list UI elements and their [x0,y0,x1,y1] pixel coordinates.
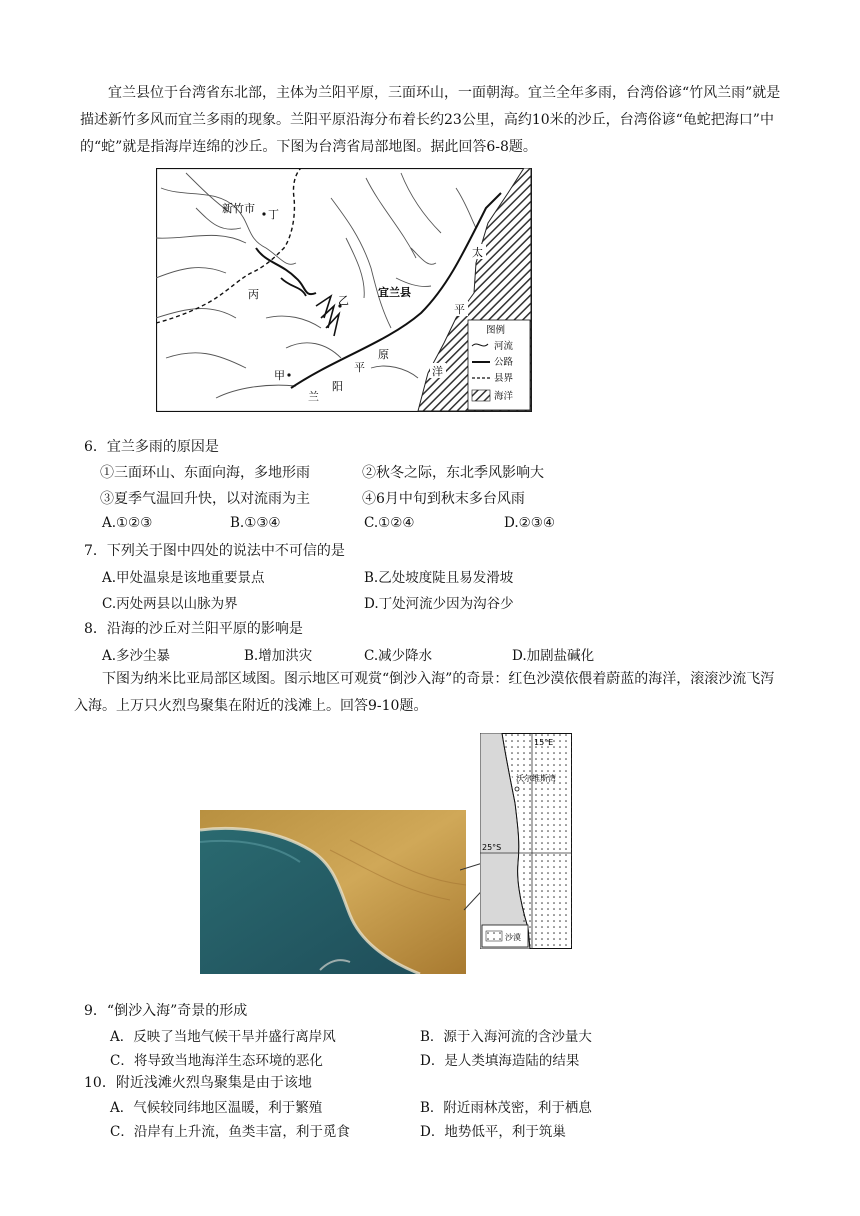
legend-river: 河流 [494,341,514,352]
q10-option-b[interactable]: B．附近雨林茂密，利于栖息 [420,1100,592,1116]
q9-option-c[interactable]: C．将导致当地海洋生态环境的恶化 [110,1053,323,1069]
q6-statement-2: ②秋冬之际，东北季风影响大 [362,465,544,481]
label-lan: 兰 [308,390,319,403]
label-yi: 乙 [338,294,349,307]
q6-option-d[interactable]: D.②③④ [504,515,555,531]
q6-stem: 6．宜兰多雨的原因是 [84,439,219,455]
q8-option-b[interactable]: B.增加洪灾 [244,648,313,664]
q9-stem: 9．“倒沙入海”奇景的形成 [84,1003,248,1019]
q7-option-c[interactable]: C.丙处两县以山脉为界 [102,596,238,612]
label-bing: 丙 [248,288,259,301]
label-ping-ocean: 平 [454,303,465,316]
intro-paragraph-2: 下图为纳米比亚局部区域图。图示地区可观赏“倒沙入海”的奇景：红色沙漠依偎着蔚蓝的海洋，滚滚沙流飞泻入海。上万只火烈鸟聚集在附近的浅滩上。回答9-10题。 [74,671,775,714]
legend-road: 公路 [494,357,514,368]
q7-option-b[interactable]: B.乙处坡度陡且易发滑坡 [364,570,514,586]
q6-option-c[interactable]: C.①②④ [364,515,415,531]
label-lat: 25°S [482,843,502,852]
label-lon: 15°E [534,738,554,747]
q6-option-b[interactable]: B.①③④ [230,515,281,531]
q7-option-a[interactable]: A.甲处温泉是该地重要景点 [102,570,265,586]
q8-option-c[interactable]: C.减少降水 [364,648,433,664]
q6-statement-1: ①三面环山、东面向海，多地形雨 [100,465,310,481]
q8-option-a[interactable]: A.多沙尘暴 [102,648,171,664]
label-ding: 丁 [268,208,279,221]
legend-title: 图例 [486,325,506,336]
label-yuan: 原 [378,348,389,361]
label-yang2: 阳 [332,380,343,393]
label-tai: 太 [472,246,483,259]
q9-option-a[interactable]: A．反映了当地气候干旱并盛行离岸风 [110,1029,336,1045]
sand-into-sea-photo [200,810,466,974]
namibia-map [480,733,572,949]
label-yang: 洋 [432,365,443,378]
q6-statement-4: ④6月中旬到秋末多台风雨 [362,491,525,507]
q8-option-d[interactable]: D.加剧盐碱化 [512,648,595,664]
label-xinzhu: 新竹市 [222,202,255,215]
intro-paragraph-1: 宜兰县位于台湾省东北部，主体为兰阳平原，三面环山，一面朝海。宜兰全年多雨，台湾俗谚“竹风兰雨”就是描述新竹多风而宜兰多雨的现象。兰阳平原沿海分布着长约23公里，高约10米的沙丘，台湾俗谚“龟蛇把海口”中的“蛇”就是指海岸连绵的沙丘。下图为台湾省局部地图。据此回答6-8题。 [80,85,781,155]
q10-option-c[interactable]: C．沿岸有上升流，鱼类丰富，利于觅食 [110,1124,350,1140]
q6-statement-3: ③夏季气温回升快，以对流雨为主 [100,491,310,507]
q9-option-b[interactable]: B．源于入海河流的含沙量大 [420,1029,592,1045]
q7-option-d[interactable]: D.丁处河流少因为沟谷少 [364,596,514,612]
legend-border: 县界 [494,373,514,384]
label-yilan: 宜兰县 [378,286,411,299]
taiwan-map [156,168,532,412]
q6-option-a[interactable]: A.①②③ [102,515,153,531]
q8-stem: 8．沿海的沙丘对兰阳平原的影响是 [84,621,303,637]
q10-stem: 10．附近浅滩火烈鸟聚集是由于该地 [84,1075,312,1091]
map-legend [468,320,530,410]
q9-option-d[interactable]: D．是人类填海造陆的结果 [420,1053,580,1069]
q10-option-a[interactable]: A．气候较同纬地区温暖，利于繁殖 [110,1100,323,1116]
q7-stem: 7．下列关于图中四处的说法中不可信的是 [84,543,345,559]
label-walvis-bay: 沃尔维斯湾 [516,774,556,783]
q10-option-d[interactable]: D．地势低平，利于筑巢 [420,1124,566,1140]
label-ping: 平 [354,361,365,374]
legend-desert: 沙漠 [505,933,521,942]
legend-ocean: 海洋 [494,391,514,402]
label-jia: 甲 [274,369,285,382]
